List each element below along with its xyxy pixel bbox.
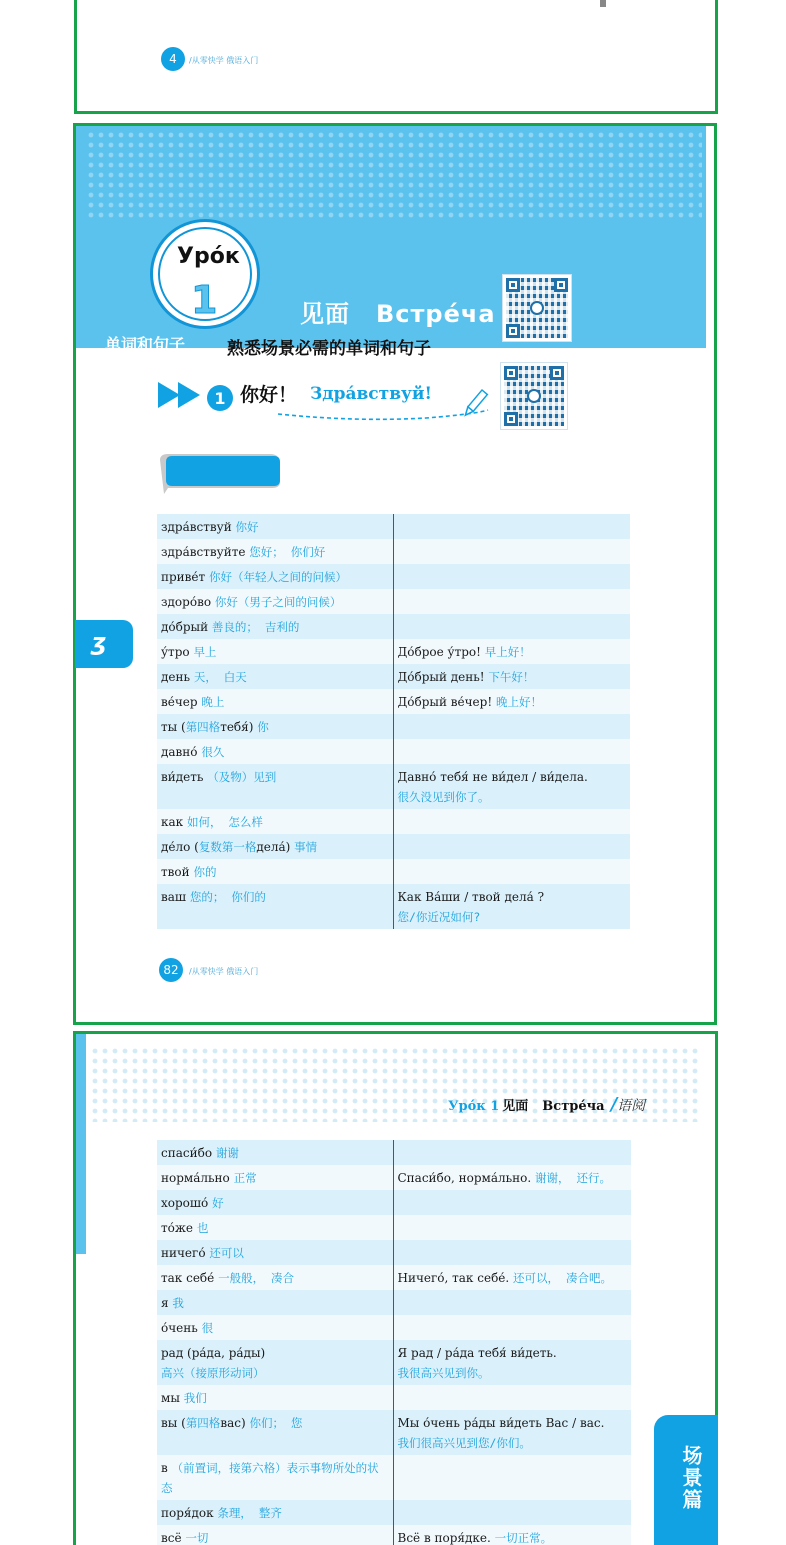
lesson-number: 1	[191, 278, 218, 322]
table-row	[157, 1140, 631, 1165]
word-grammar-note: 复数第一格	[198, 840, 257, 854]
word-cell	[157, 1500, 393, 1525]
example-cn: 早上好！	[484, 645, 531, 659]
word-cell	[157, 589, 393, 614]
example-ru: Как Ва́ши / твой дела́ ?	[397, 890, 545, 904]
word-cell	[157, 1290, 393, 1315]
word-cell	[157, 664, 393, 689]
word-cn: （前置词，接第六格）表示事物所处的状态	[161, 1461, 379, 1495]
running-head-lesson: Уро́к 1	[448, 1099, 500, 1114]
example-cell	[393, 739, 630, 764]
word-cn: 一切	[185, 1531, 209, 1545]
word-cell	[157, 514, 393, 539]
example-cell	[393, 1190, 631, 1215]
word-ru: хорошо́	[161, 1196, 209, 1210]
word-ru: норма́льно	[161, 1171, 230, 1185]
word-cn: 善良的； 吉利的	[211, 620, 300, 634]
word-ru: ве́чер	[161, 695, 198, 709]
word-cn: 正常	[233, 1171, 257, 1185]
word-cell	[157, 1215, 393, 1240]
word-ru: день	[161, 670, 191, 684]
example-cn: 很久没见到你了。	[397, 790, 490, 804]
word-ru: твой	[161, 865, 190, 879]
example-cell	[393, 764, 630, 809]
example-cell	[393, 809, 630, 834]
word-cn: 您的； 你们的	[189, 890, 266, 904]
word-cell	[157, 639, 393, 664]
running-head	[448, 1094, 645, 1115]
example-cn: 谢谢， 还行。	[535, 1171, 611, 1185]
word-cn: 你	[257, 720, 269, 734]
double-arrow-icon	[158, 382, 204, 408]
example-cn: 您/你近况如何?	[397, 910, 481, 924]
word-cn: 天， 白天	[193, 670, 247, 684]
example-cell	[393, 1240, 631, 1265]
table-row	[157, 589, 630, 614]
table-row	[157, 514, 630, 539]
page-footer-text: /从零快学 俄语入门	[189, 56, 259, 65]
table-row	[157, 1215, 631, 1240]
lesson-word: Уро́к	[177, 244, 240, 269]
word-ru-form: дела́)	[256, 840, 291, 854]
word-cell	[157, 1525, 393, 1545]
example-cell	[393, 714, 630, 739]
word-ru: о́чень	[161, 1321, 198, 1335]
table-row	[157, 834, 630, 859]
word-cell	[157, 859, 393, 884]
example-cn: 下午好！	[488, 670, 535, 684]
example-cell	[393, 1525, 631, 1545]
word-cell	[157, 1385, 393, 1410]
word-cn: 一般般， 凑合	[218, 1271, 295, 1285]
word-cell	[157, 1410, 393, 1455]
word-cn: 事情	[294, 840, 318, 854]
word-cell	[157, 564, 393, 589]
word-ru: здоро́во	[161, 595, 212, 609]
word-cn: 您好； 你们好	[249, 545, 326, 559]
illustration-fragment-pole	[600, 0, 606, 7]
lesson-title-ru: Встре́ча	[376, 300, 496, 328]
example-cell	[393, 1165, 631, 1190]
table-row	[157, 564, 630, 589]
word-cell	[157, 614, 393, 639]
word-cell	[157, 1340, 393, 1385]
example-cell	[393, 1455, 631, 1500]
word-ru: вы (	[161, 1416, 186, 1430]
word-cell	[157, 689, 393, 714]
word-ru: ваш	[161, 890, 187, 904]
table-row	[157, 1340, 631, 1385]
word-ru: ви́деть	[161, 770, 204, 784]
side-tab-label: 场景篇	[679, 1445, 703, 1511]
word-grammar-note: 第四格	[185, 1416, 221, 1430]
table-row	[157, 1315, 631, 1340]
word-cell	[157, 809, 393, 834]
example-ru: Мы о́чень ра́ды ви́деть Вас / вас.	[397, 1416, 605, 1430]
word-cell	[157, 884, 393, 929]
word-cn: 早上	[193, 645, 217, 659]
word-cn: 我们	[183, 1391, 207, 1405]
example-ru: Давно́ тебя́ не ви́дел / ви́дела.	[397, 770, 588, 784]
example-ru: До́брый день!	[397, 670, 485, 684]
lesson-badge	[150, 219, 260, 329]
table-row	[157, 739, 630, 764]
top-page	[74, 0, 718, 114]
table-row	[157, 1240, 631, 1265]
example-cell	[393, 1315, 631, 1340]
word-ru-form: вас)	[220, 1416, 246, 1430]
word-cn: 你好（年轻人之间的问候）	[209, 570, 348, 584]
category-tab-label: 单词和句子	[105, 335, 186, 354]
word-ru: всё	[161, 1531, 182, 1545]
example-cell	[393, 884, 630, 929]
word-cn: 如何， 怎么样	[186, 815, 263, 829]
example-cn: 晚上好！	[495, 695, 542, 709]
word-grammar-note: 第四格	[185, 720, 221, 734]
example-cell	[393, 614, 630, 639]
left-accent-bar	[76, 1034, 86, 1254]
word-cn: 你好（男子之间的问候）	[214, 595, 342, 609]
word-ru: так себе́	[161, 1271, 215, 1285]
word-ru: я	[161, 1296, 169, 1310]
word-cell	[157, 1315, 393, 1340]
table-row	[157, 1500, 631, 1525]
table-row	[157, 764, 630, 809]
table-row	[157, 614, 630, 639]
table-row	[157, 1290, 631, 1315]
running-head-ru: Встре́ча	[542, 1099, 605, 1114]
side-tab-left[interactable]	[75, 620, 133, 668]
table-row	[157, 1455, 631, 1500]
pencil-dash-icon	[276, 388, 506, 428]
word-cn: 你好	[235, 520, 259, 534]
header-dot-pattern	[86, 130, 702, 222]
table-row	[157, 1190, 631, 1215]
word-ru: мы	[161, 1391, 180, 1405]
section-number-badge: 1	[207, 385, 233, 411]
word-ru: давно́	[161, 745, 198, 759]
word-ru: де́ло (	[161, 840, 199, 854]
category-tab-shape	[158, 454, 280, 494]
word-ru: ты (	[161, 720, 186, 734]
page-footer-text: /从零快学 俄语入门	[189, 967, 259, 976]
example-ru: До́брое у́тро!	[397, 645, 481, 659]
example-ru: Ничего́, так себе́.	[397, 1271, 510, 1285]
word-ru: у́тро	[161, 645, 190, 659]
word-ru: ничего́	[161, 1246, 206, 1260]
word-cn: 高兴（接原形动词）	[161, 1366, 265, 1380]
vocabulary-table	[157, 1140, 631, 1545]
word-ru: здра́вствуйте	[161, 545, 246, 559]
table-row	[157, 1265, 631, 1290]
table-row	[157, 714, 630, 739]
word-cell	[157, 834, 393, 859]
table-row	[157, 539, 630, 564]
word-cell	[157, 1190, 393, 1215]
word-cell	[157, 764, 393, 809]
word-ru: в	[161, 1461, 168, 1475]
example-cell	[393, 1265, 631, 1290]
word-cn: 很久	[201, 745, 225, 759]
example-cell	[393, 689, 630, 714]
example-ru: Всё в поря́дке.	[397, 1531, 491, 1545]
lesson-title-cn: 见面	[300, 300, 350, 328]
word-cn: 条理， 整齐	[217, 1506, 282, 1520]
table-row	[157, 689, 630, 714]
example-cn: 一切正常。	[494, 1531, 553, 1545]
running-head-cn: 见面	[502, 1099, 529, 1114]
table-row	[157, 664, 630, 689]
word-cell	[157, 1165, 393, 1190]
example-cell	[393, 589, 630, 614]
table-row	[157, 1410, 631, 1455]
word-cell	[157, 1140, 393, 1165]
vocabulary-table	[157, 514, 630, 929]
table-row	[157, 859, 630, 884]
word-ru: до́брый	[161, 620, 209, 634]
word-cn: （及物）见到	[207, 770, 277, 784]
table-row	[157, 809, 630, 834]
example-cell	[393, 564, 630, 589]
qr-code-icon[interactable]	[502, 274, 572, 342]
word-cell	[157, 1265, 393, 1290]
word-ru-form: тебя́)	[220, 720, 254, 734]
word-cell	[157, 1240, 393, 1265]
example-cell	[393, 514, 630, 539]
running-head-section: 语阅	[617, 1098, 646, 1114]
example-cell	[393, 539, 630, 564]
example-cell	[393, 1500, 631, 1525]
example-ru: Спаси́бо, норма́льно.	[397, 1171, 532, 1185]
page-number-badge: 82	[159, 958, 183, 982]
word-ru: поря́док	[161, 1506, 214, 1520]
word-ru: спаси́бо	[161, 1146, 213, 1160]
example-cell	[393, 1290, 631, 1315]
word-cn: 晚上	[201, 695, 225, 709]
example-cell	[393, 1215, 631, 1240]
word-ru: здра́вствуй	[161, 520, 232, 534]
table-row	[157, 1385, 631, 1410]
example-cn: 还可以， 凑合吧。	[513, 1271, 612, 1285]
example-cell	[393, 664, 630, 689]
word-cell	[157, 539, 393, 564]
example-cell	[393, 1410, 631, 1455]
side-tab-glyph: ʒ	[91, 628, 107, 656]
word-cn: 谢谢	[215, 1146, 239, 1160]
qr-code-icon[interactable]	[500, 362, 568, 430]
word-ru: то́же	[161, 1221, 194, 1235]
example-cn: 我们很高兴见到您/你们。	[397, 1436, 531, 1450]
word-cell	[157, 739, 393, 764]
word-cn: 你的	[193, 865, 217, 879]
table-row	[157, 1525, 631, 1545]
example-ru: До́брый ве́чер!	[397, 695, 493, 709]
example-ru: Я рад / ра́да тебя́ ви́деть.	[397, 1346, 557, 1360]
word-ru: как	[161, 815, 184, 829]
word-ru: приве́т	[161, 570, 206, 584]
example-cell	[393, 859, 630, 884]
lesson-title	[300, 294, 496, 329]
example-cell	[393, 834, 630, 859]
word-cn: 还可以	[209, 1246, 244, 1260]
example-cell	[393, 1140, 631, 1165]
category-description: 熟悉场景必需的单词和句子	[227, 339, 431, 359]
word-cn: 我	[172, 1296, 184, 1310]
page-number-badge: 4	[161, 47, 185, 71]
word-cell	[157, 714, 393, 739]
word-cn: 好	[212, 1196, 224, 1210]
table-row	[157, 639, 630, 664]
word-cn: 也	[196, 1221, 209, 1235]
running-head-slash: /	[610, 1094, 618, 1115]
word-ru: рад (ра́да, ра́ды)	[161, 1346, 266, 1360]
example-cell	[393, 1385, 631, 1410]
section-title-ru: Здра́вствуй!	[310, 384, 432, 404]
word-cn: 你们； 您	[249, 1416, 303, 1430]
word-cell	[157, 1455, 393, 1500]
section-title-cn: 你好！	[240, 384, 298, 406]
example-cn: 我很高兴见到你。	[397, 1366, 490, 1380]
example-cell	[393, 1340, 631, 1385]
example-cell	[393, 639, 630, 664]
table-row	[157, 1165, 631, 1190]
table-row	[157, 884, 630, 929]
side-tab-right[interactable]	[654, 1415, 718, 1545]
word-cn: 很	[201, 1321, 214, 1335]
